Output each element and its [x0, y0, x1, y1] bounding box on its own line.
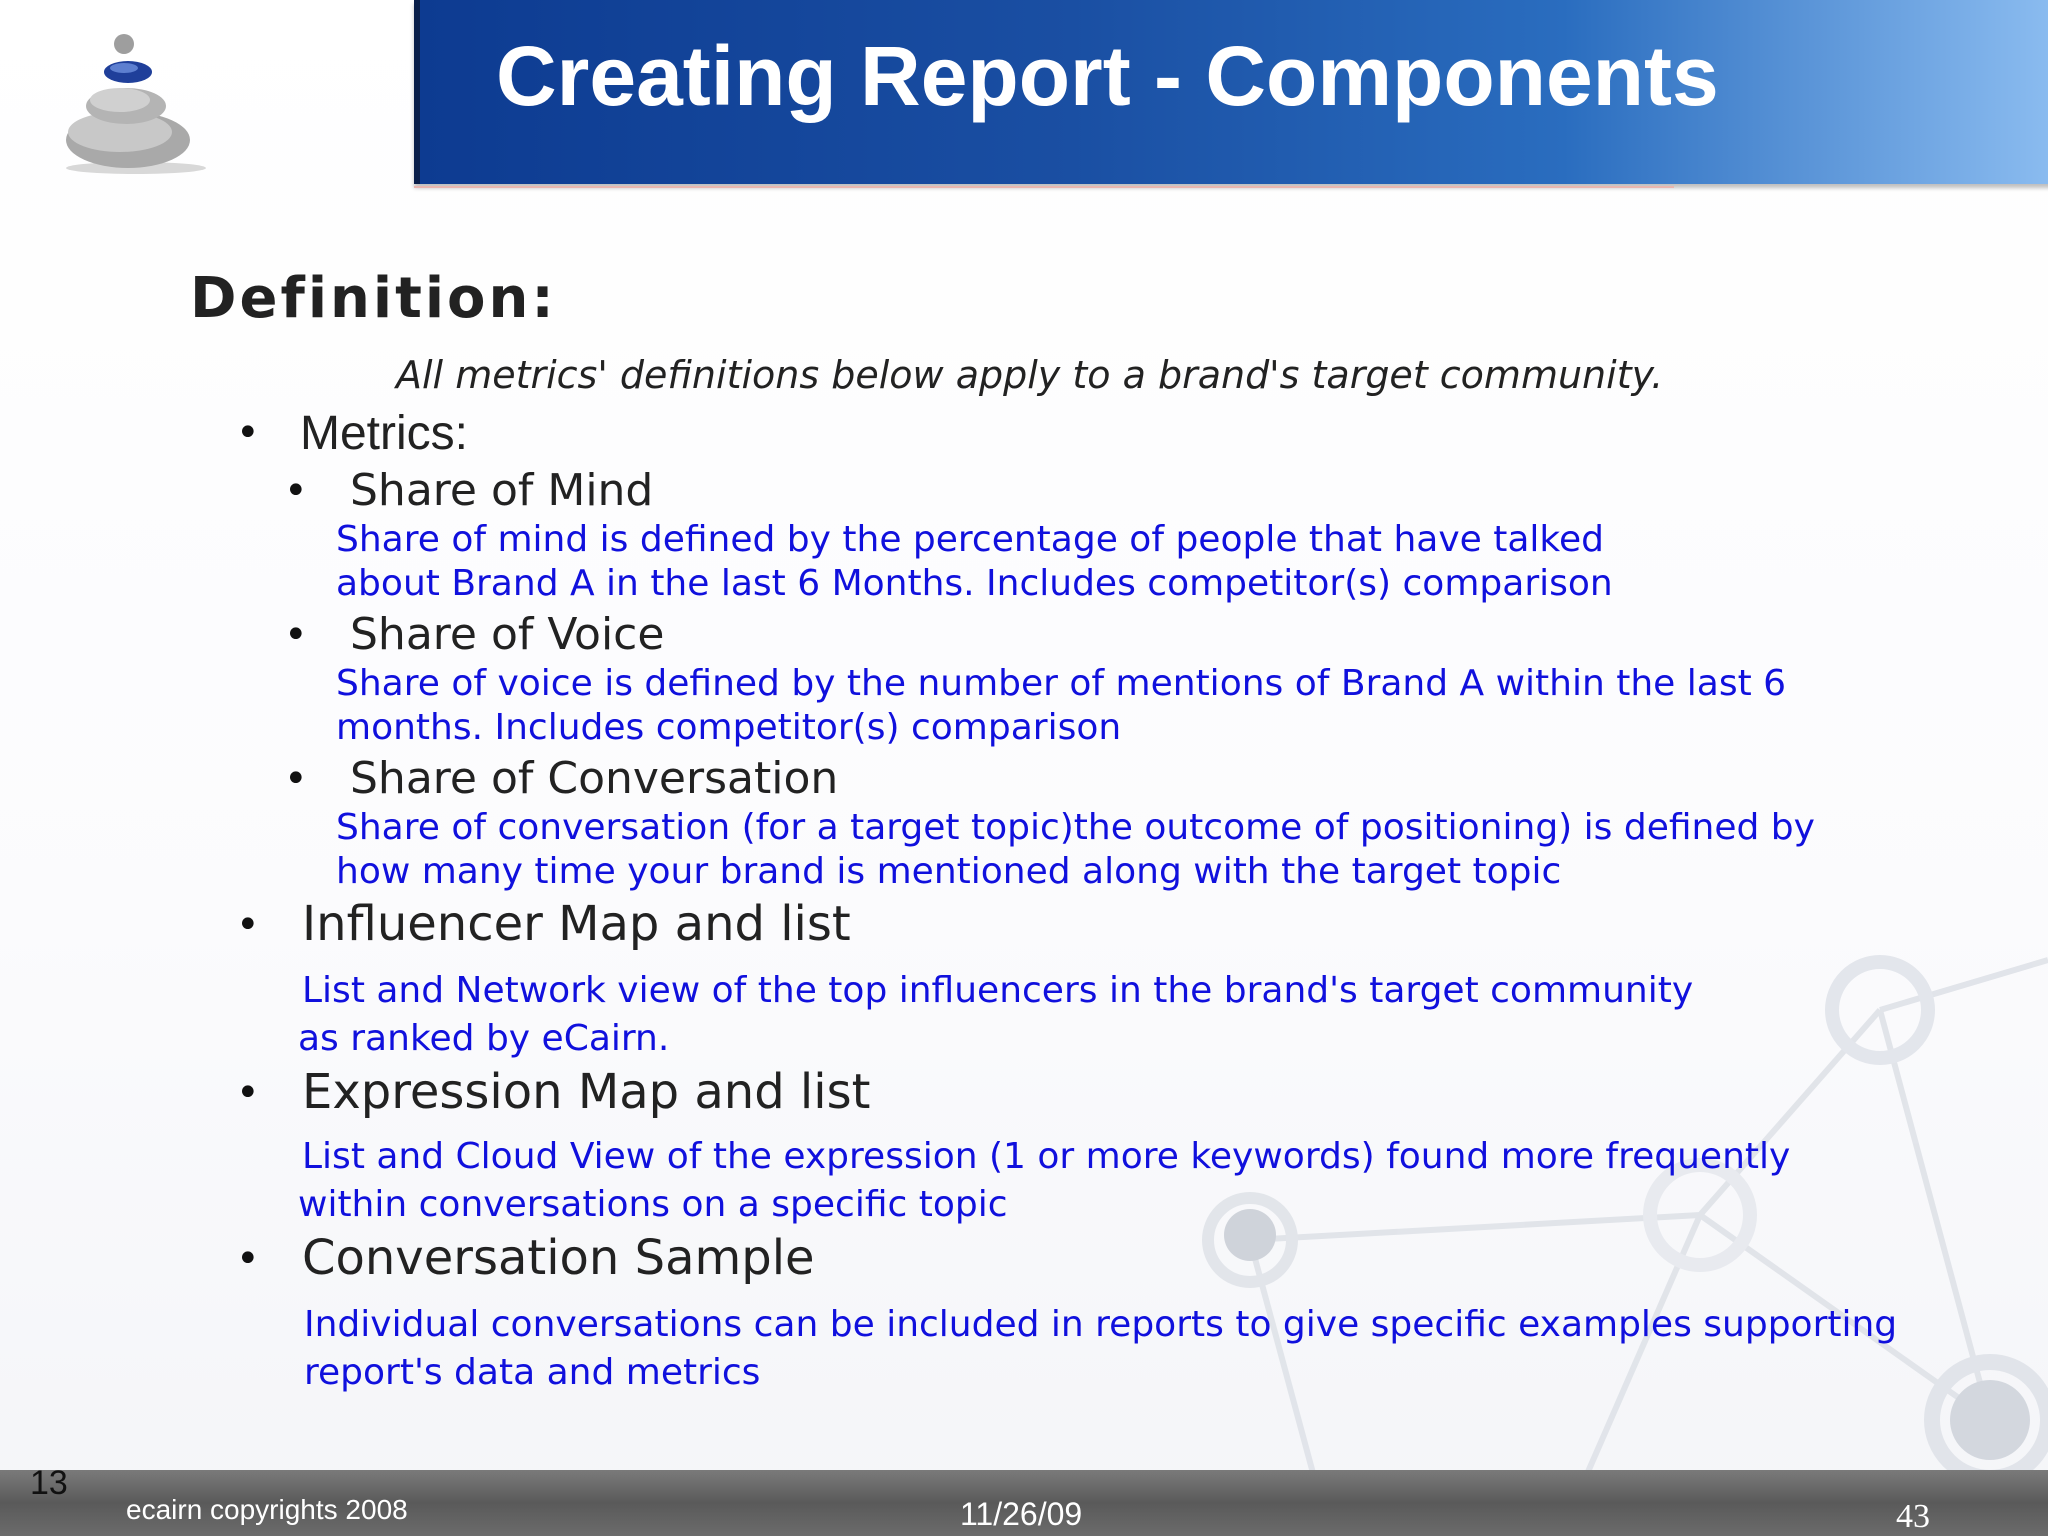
expression-line-1: List and Cloud View of the expression (1 or more keywords) found more frequently [302, 1136, 1791, 1177]
share-of-voice-line-1: Share of voice is defined by the number of mentions of Brand A within the last 6 [336, 663, 1787, 704]
bullet-icon: • [284, 612, 308, 658]
bullet-icon: • [236, 1236, 260, 1282]
influencer-map-title: Influencer Map and list [302, 896, 851, 952]
conversation-sample-line-1: Individual conversations can be included in reports to give specific examples supporting [304, 1304, 1898, 1345]
slide-title: Creating Report - Components [496, 29, 1719, 123]
footer-copyright: ecairn copyrights 2008 [126, 1494, 408, 1525]
slide-number: 13 [30, 1464, 68, 1502]
bullet-icon: • [236, 1070, 260, 1116]
bullet-icon: • [236, 902, 260, 948]
footer-date: 11/26/09 [960, 1496, 1083, 1532]
conversation-sample-title: Conversation Sample [302, 1230, 815, 1286]
influencer-line-1: List and Network view of the top influencers in the brand's target community [302, 970, 1694, 1011]
share-of-mind-line-2: about Brand A in the last 6 Months. Includes competitor(s) comparison [336, 563, 1613, 604]
share-of-conversation-title: Share of Conversation [350, 753, 839, 804]
share-of-mind-title: Share of Mind [350, 465, 654, 516]
expression-line-2: within conversations on a specific topic [298, 1184, 1008, 1225]
definition-subtitle: All metrics' definitions below apply to a brand's target community. [396, 353, 1664, 397]
metrics-label: Metrics: [300, 407, 468, 460]
bullet-icon: • [284, 756, 308, 802]
page-number: 43 [1896, 1498, 1930, 1535]
header-underline [414, 186, 1674, 188]
share-of-conversation-line-1: Share of conversation (for a target topic)the outcome of positioning) is defined by [336, 807, 1815, 848]
definition-heading: Definition: [190, 266, 557, 331]
influencer-line-2: as ranked by eCairn. [298, 1018, 670, 1059]
share-of-voice-title: Share of Voice [350, 609, 665, 660]
share-of-mind-line-1: Share of mind is defined by the percentage of people that have talked [336, 519, 1604, 560]
expression-map-title: Expression Map and list [302, 1064, 871, 1120]
share-of-conversation-line-2: how many time your brand is mentioned along with the target topic [336, 851, 1562, 892]
share-of-voice-line-2: months. Includes competitor(s) comparison [336, 707, 1122, 748]
bullet-icon: • [284, 468, 308, 514]
stones-logo [40, 28, 220, 178]
conversation-sample-line-2: report's data and metrics [304, 1352, 761, 1393]
bullet-icon: • [236, 410, 260, 456]
